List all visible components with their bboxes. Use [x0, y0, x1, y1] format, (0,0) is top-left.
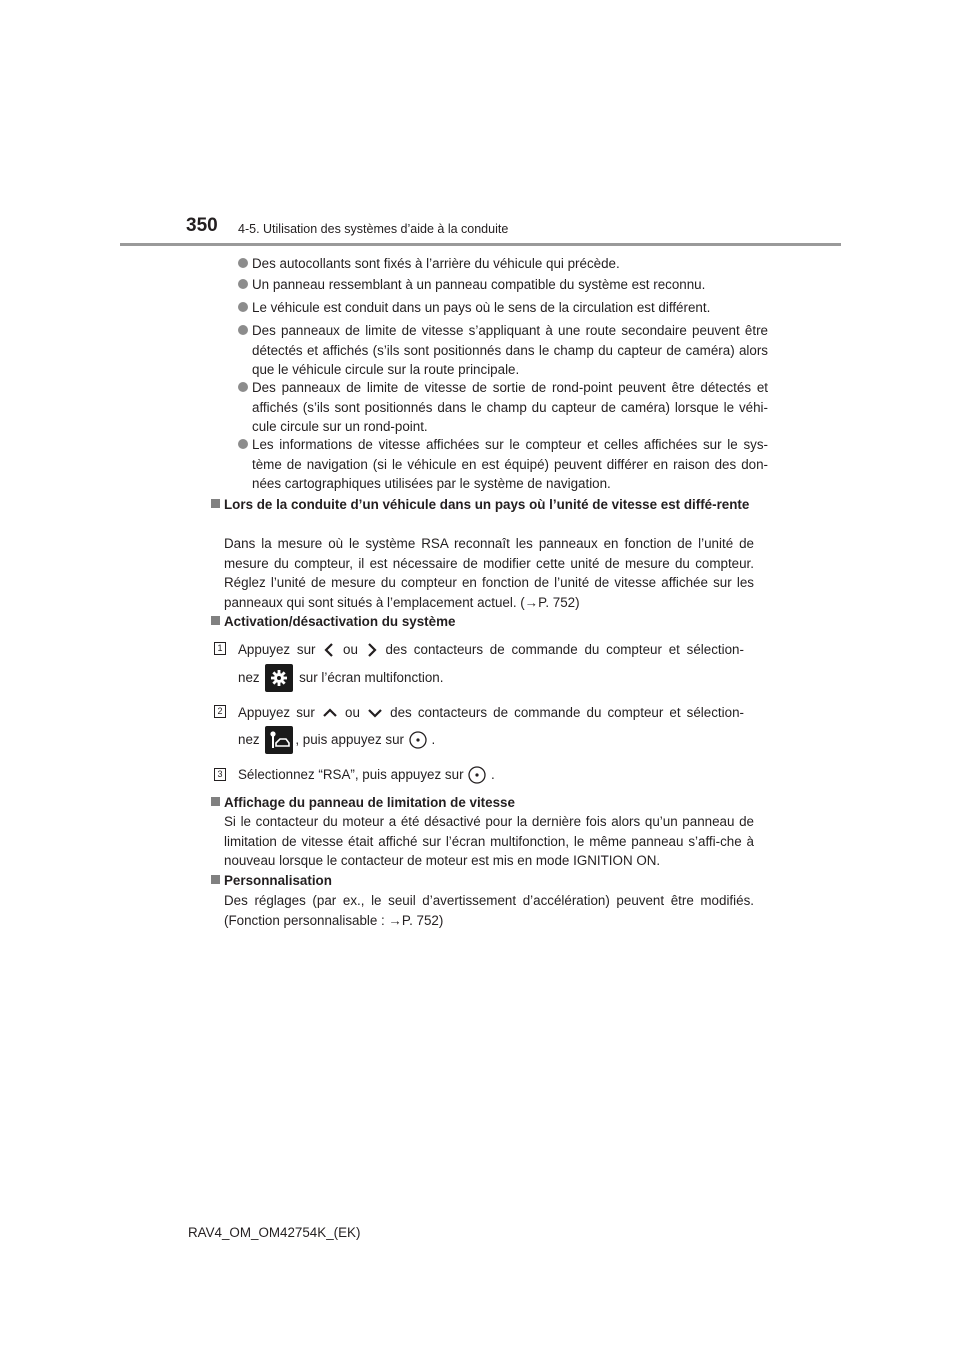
- bullet-item: [238, 254, 768, 274]
- units-title: Lors de la conduite d’un véhicule dans un pays où l’unité de vitesse est diffé-rente: [224, 497, 750, 512]
- bullet-text: Des autocollants sont fixés à l’arrière du véhicule qui précède.: [252, 256, 620, 271]
- step-number: 2: [214, 705, 226, 718]
- step2-line2: nez , puis appuyez sur .: [238, 726, 744, 754]
- bullet-dot-icon: [238, 325, 248, 335]
- step3-line: Sélectionnez “RSA”, puis appuyez sur .: [238, 765, 744, 785]
- bullet-text: Un panneau ressemblant à un panneau compatible du système est reconnu.: [252, 277, 706, 292]
- square-bullet-icon: [211, 797, 220, 806]
- square-bullet-icon: [211, 875, 220, 884]
- bullet-dot-icon: [238, 439, 248, 449]
- footer-code: RAV4_OM_OM42754K_(EK): [188, 1225, 361, 1240]
- ok-button-icon: [467, 765, 487, 785]
- step1-line2: nez sur l’écran multifonction.: [238, 664, 744, 692]
- display-heading: [210, 793, 768, 812]
- bullet-item: [238, 378, 768, 437]
- bullet-text: Le véhicule est conduit dans un pays où le sens de la circulation est différent.: [252, 300, 711, 315]
- vehicle-settings-icon: [265, 726, 293, 754]
- display-title: Affichage du panneau de limitation de vitesse: [224, 795, 515, 810]
- bullet-item: [238, 435, 768, 494]
- activation-title: Activation/désactivation du système: [224, 614, 456, 629]
- bullet-text: Les informations de vitesse affichées sur le compteur et celles affichées sur le sys-tème de navigation (si le véhicule en est équipé) peuvent différer en raison des don-nées cartographiques utilisées par le système de navigation.: [252, 437, 768, 491]
- header-rule: [120, 243, 841, 246]
- bullet-text: Des panneaux de limite de vitesse s’appliquant à une route secondaire peuvent être détectés et affichés (s’ils sont positionnés dans le champ du capteur de caméra) alors que le véhicule circule sur la route principale.: [252, 323, 768, 377]
- bullet-item: [238, 321, 768, 380]
- units-heading: [210, 495, 768, 514]
- units-body: Dans la mesure où le système RSA reconnaît les panneaux en fonction de l’unité de mesure du compteur, il est nécessaire de modifier cette unité de mesure du compteur. Réglez l’unité de mesure du compteur en fonction de l’unité de vitesse affichée sur les panneaux qui sont situés à l’emplacement actuel. (→P. 752): [224, 536, 754, 610]
- custom-title: Personnalisation: [224, 873, 332, 888]
- bullet-item: [238, 298, 768, 318]
- step1-line1: Appuyez sur ou des contacteurs de commande du compteur et sélection-: [238, 640, 744, 660]
- chevron-up-icon: [321, 706, 339, 720]
- chevron-down-icon: [366, 706, 384, 720]
- square-bullet-icon: [211, 616, 220, 625]
- square-bullet-icon: [211, 499, 220, 508]
- step-number: 3: [214, 768, 226, 781]
- page-number: 350: [186, 215, 218, 236]
- chevron-right-icon: [365, 641, 379, 659]
- activation-heading: [210, 612, 768, 631]
- settings-gear-icon: [265, 664, 293, 692]
- ok-button-icon: [408, 730, 428, 750]
- bullet-dot-icon: [238, 258, 248, 268]
- bullet-item: [238, 275, 768, 295]
- display-body: Si le contacteur du moteur a été désactivé pour la dernière fois alors qu’un panneau de limitation de vitesse était affiché sur l’écran multifonction, le même panneau s’affi-che à nouveau lorsque le contacteur de moteur est mis en mode IGNITION ON.: [224, 814, 754, 868]
- section-title: 4-5. Utilisation des systèmes d’aide à la conduite: [238, 222, 509, 236]
- step2-line1: Appuyez sur ou des contacteurs de commande du compteur et sélection-: [238, 705, 744, 720]
- bullet-dot-icon: [238, 382, 248, 392]
- bullet-dot-icon: [238, 302, 248, 312]
- bullet-dot-icon: [238, 279, 248, 289]
- bullet-text: Des panneaux de limite de vitesse de sortie de rond-point peuvent être détectés et affichés (s’ils sont positionnés dans le champ du capteur de caméra) lorsque le véhi-cule circule sur un rond-point.: [252, 380, 768, 434]
- custom-body: Des réglages (par ex., le seuil d’avertissement d’accélération) peuvent être modifiés. (Fonction personnalisable : →P. 752): [224, 893, 754, 928]
- custom-heading: [210, 871, 768, 890]
- chevron-left-icon: [322, 641, 336, 659]
- step-number: 1: [214, 642, 226, 655]
